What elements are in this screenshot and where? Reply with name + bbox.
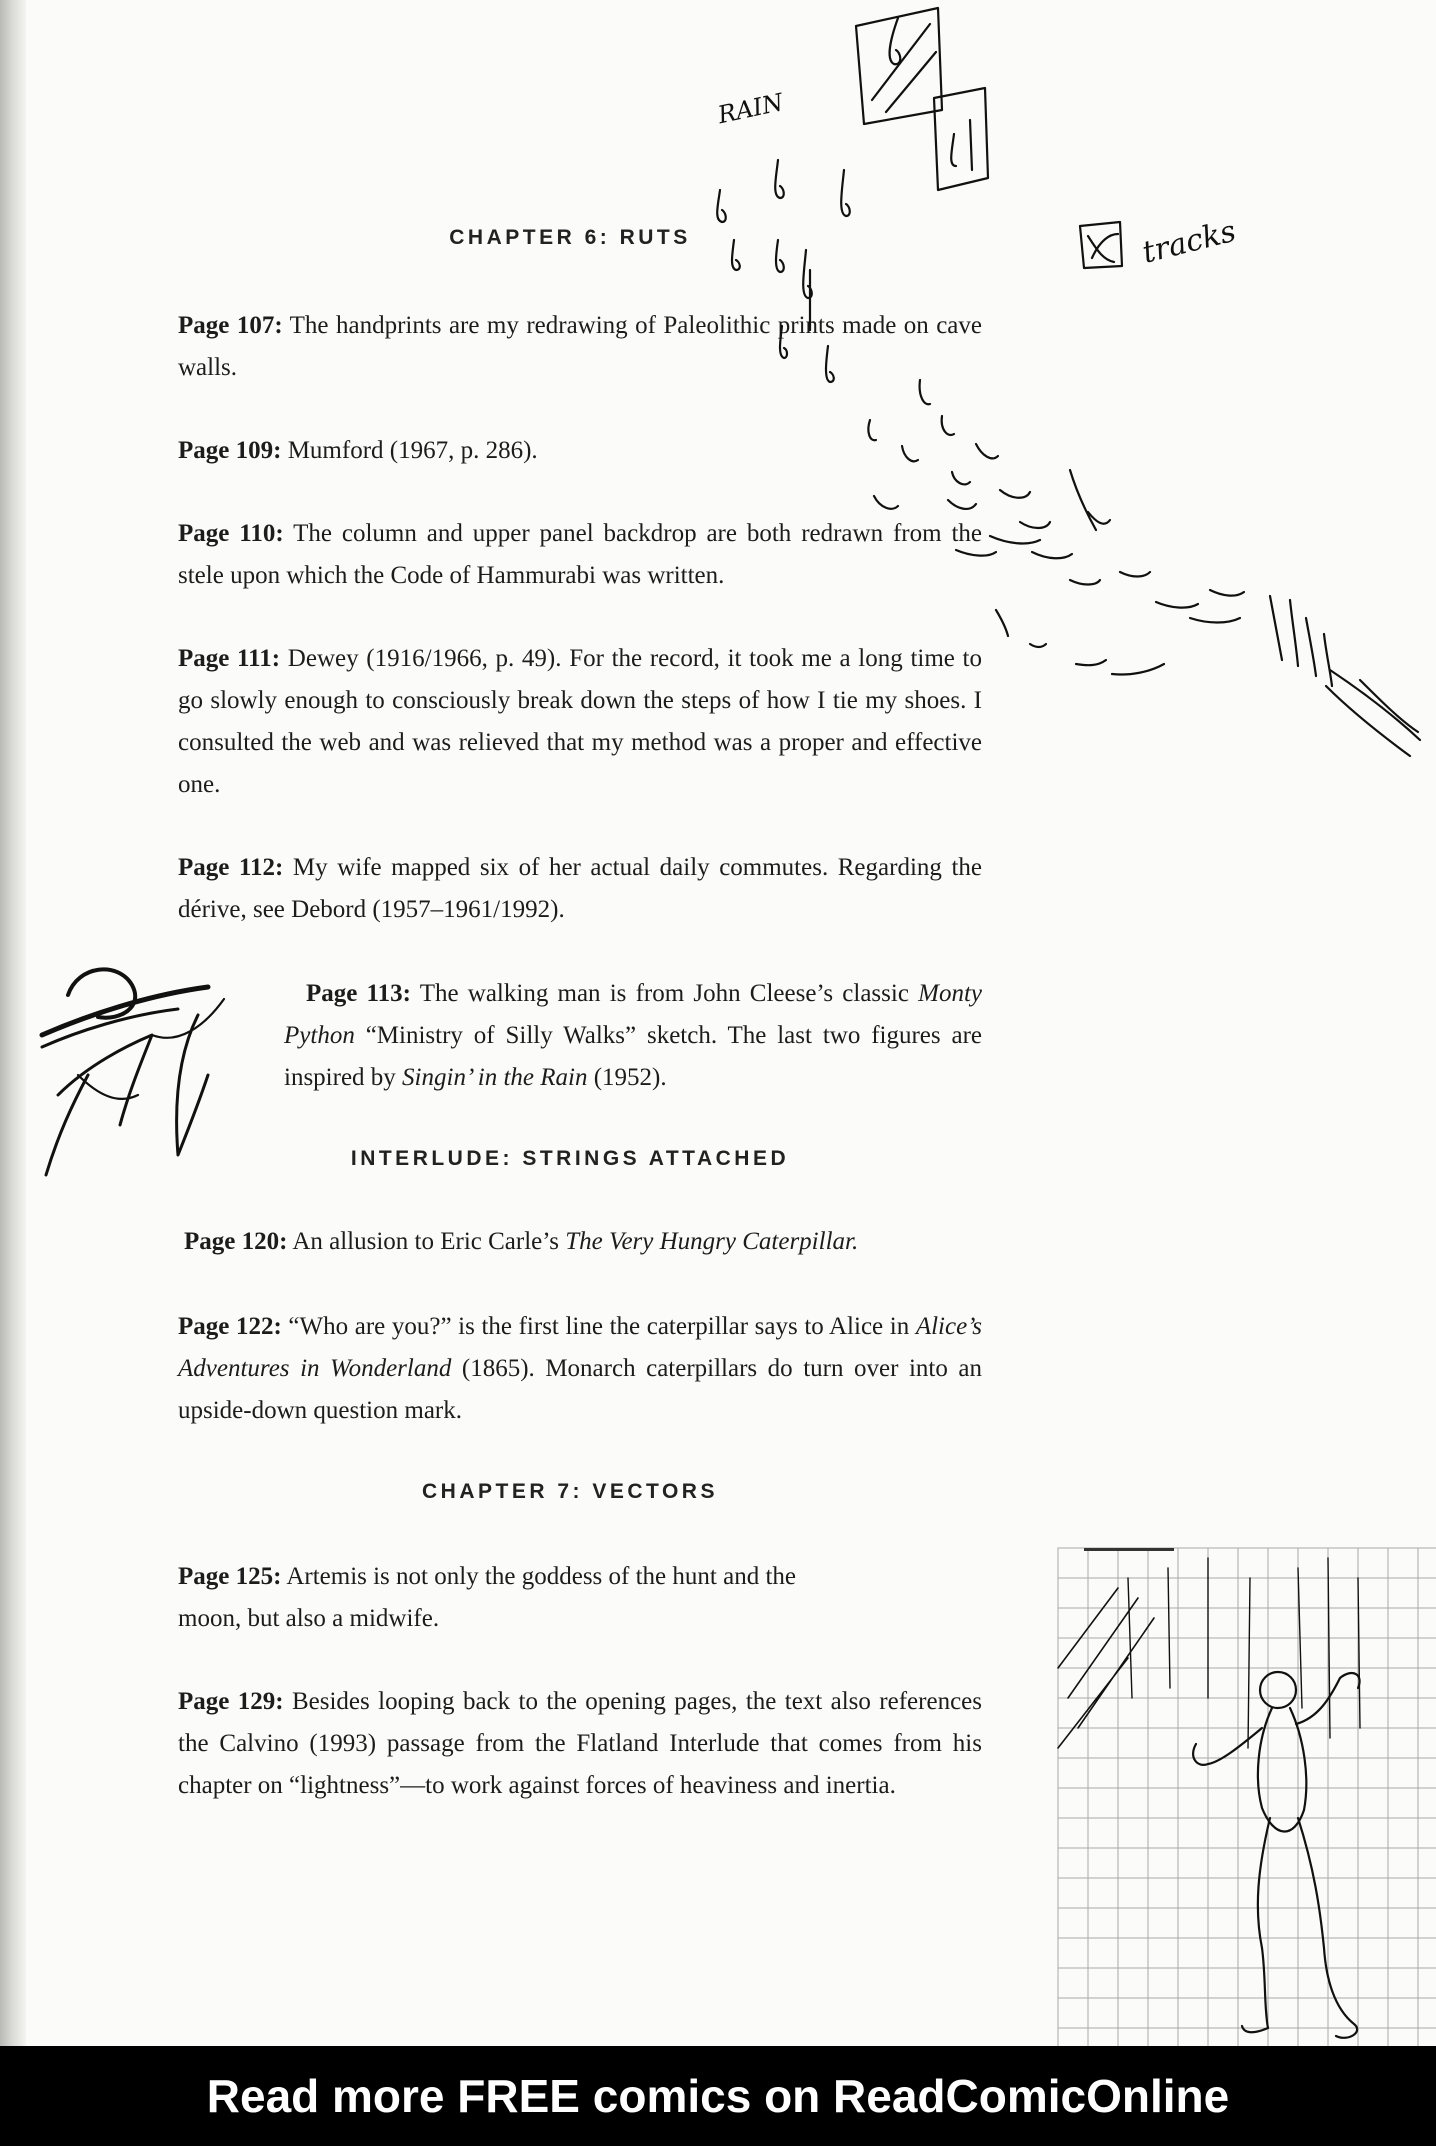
note-page-113	[284, 973, 982, 1099]
note-label: Page 120:	[184, 1228, 288, 1255]
note-text: An allusion to Eric Carle’s	[287, 1228, 566, 1255]
chapter-6-heading: CHAPTER 6: RUTS	[449, 226, 691, 249]
note-text: Besides looping back to the opening pages, the text also references the Calvino (1993) passage from the Flatland Interlude that comes from his chapter on “lightness”—to work against forces of heaviness and inertia.	[178, 1688, 982, 1799]
note-title: The Very Hungry Caterpillar.	[565, 1228, 859, 1255]
note-text: (1952).	[587, 1064, 667, 1091]
note-label: Page 107:	[178, 312, 283, 339]
note-text: Mumford (1967, p. 286).	[281, 437, 538, 464]
note-text: The walking man is from John Cleese’s classic	[411, 980, 919, 1007]
note-text: Artemis is not only the goddess of the hunt and the moon, but also a midwife.	[178, 1563, 796, 1632]
graph-paper-grid	[1058, 1548, 1436, 2046]
note-label: Page 122:	[178, 1313, 282, 1340]
note-title: Alice’s Adventures in Wonderland	[178, 1313, 982, 1382]
note-label: Page 112:	[178, 854, 284, 881]
note-page-122	[178, 1306, 982, 1432]
note-label: Page 113:	[306, 980, 411, 1007]
footprint-trail	[868, 380, 1420, 756]
note-text: Dewey (1916/1966, p. 49). For the record, it took me a long time to go slowly enough to consciously break down the steps of how I tie my shoes. I consulted the web and was relieved that my method was a proper and effective one.	[178, 645, 983, 798]
note-label: Page 110:	[178, 520, 284, 547]
note-page-129	[178, 1681, 982, 1807]
tracks-handwriting: tracks	[1139, 213, 1240, 271]
note-title: Singin’ in the Rain	[402, 1064, 588, 1091]
note-label: Page 109:	[178, 437, 282, 464]
interlude-heading: INTERLUDE: STRINGS ATTACHED	[350, 1147, 790, 1170]
note-text: My wife mapped six of her actual daily commutes. Regarding the dérive, see Debord (1957–1961/1992).	[178, 854, 982, 923]
note-page-112	[178, 847, 982, 931]
page-edge-divider	[1084, 1548, 1174, 1551]
note-text: “Who are you?” is the first line the caterpillar says to Alice in	[281, 1313, 916, 1340]
marionette-sketch	[1058, 1548, 1436, 2046]
note-label: Page 125:	[178, 1563, 282, 1590]
dancer-sketch	[28, 955, 238, 1185]
tracks-sketch	[770, 200, 1436, 780]
note-label: Page 111:	[178, 645, 281, 672]
note-text: The column and upper panel backdrop are both redrawn from the stele upon which the Code of Hammurabi was written.	[178, 520, 982, 589]
note-text: “Ministry of Silly Walks” sketch. The last two figures are inspired by	[284, 1022, 982, 1091]
rain-handwriting: RAIN	[715, 88, 786, 130]
note-title: Monty Python	[284, 980, 982, 1049]
note-text: The handprints are my redrawing of Paleolithic prints made on cave walls.	[178, 312, 982, 381]
promo-banner[interactable]: Read more FREE comics on ReadComicOnline	[0, 2046, 1436, 2146]
note-page-125	[178, 1556, 850, 1640]
chapter-7-heading: CHAPTER 7: VECTORS	[422, 1480, 718, 1503]
note-page-120	[184, 1221, 984, 1263]
note-label: Page 129:	[178, 1688, 284, 1715]
note-text: (1865). Monarch caterpillars do turn over into an upside-down question mark.	[178, 1355, 982, 1424]
